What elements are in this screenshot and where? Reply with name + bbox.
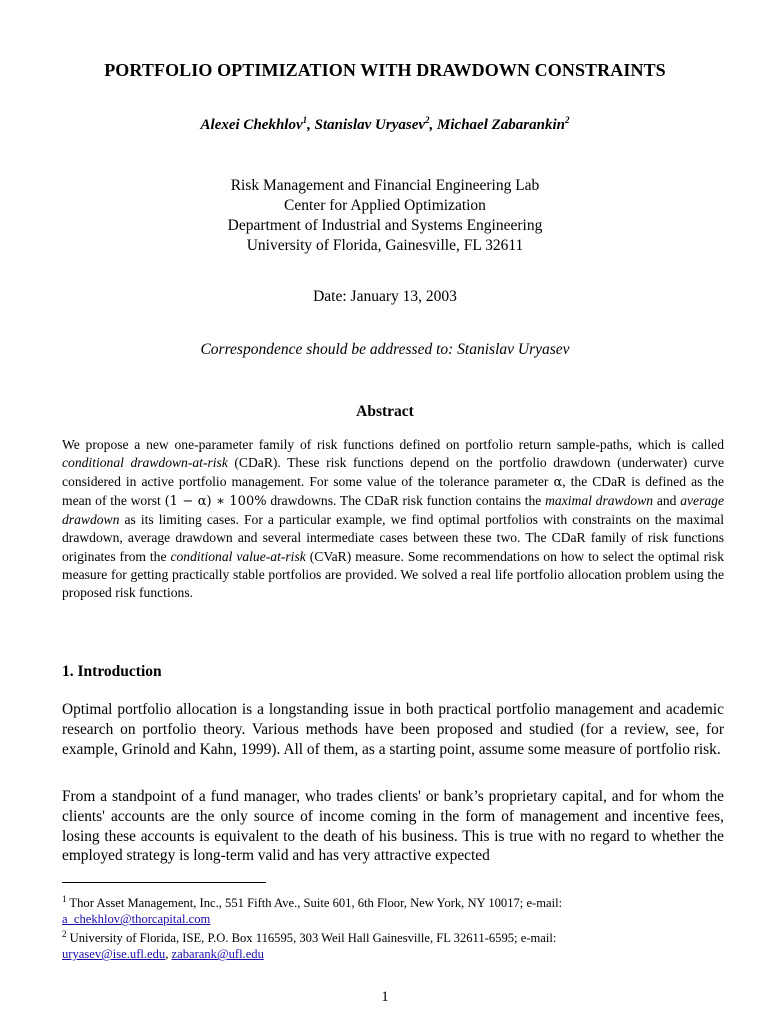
paper-title: PORTFOLIO OPTIMIZATION WITH DRAWDOWN CONSTRAINTS bbox=[104, 60, 666, 80]
alpha-symbol: α bbox=[553, 474, 563, 490]
author-affiliation-mark: 2 bbox=[425, 115, 430, 125]
body-paragraph: Optimal portfolio allocation is a longstanding issue in both practical portfolio management and academic research on portfolio theory. Various methods have been proposed and studied (for a review, see, for example, Grinold and Kahn, 1999). All of them, as a starting point, assume some measure of portfolio risk. bbox=[62, 701, 724, 758]
email-link[interactable]: zabarank@ufl.edu bbox=[171, 947, 264, 962]
formula: (1 − α) ∗ 100% bbox=[164, 493, 267, 509]
author-name: Stanislav Uryasev bbox=[314, 117, 426, 133]
footnote-text: University of Florida, ISE, P.O. Box 116595, 303 Weil Hall Gainesville, FL 32611-6595; e-mail: bbox=[66, 931, 557, 946]
abstract-body bbox=[62, 436, 724, 603]
author-list bbox=[0, 115, 770, 134]
abstract-text: , the CDaR is defined as the mean of the worst bbox=[62, 473, 724, 508]
abstract-term: conditional value-at-risk bbox=[170, 548, 306, 564]
abstract-text: drawdowns. The CDaR risk function contains the bbox=[266, 492, 546, 508]
footnote-divider bbox=[62, 882, 266, 883]
author-affiliation-mark: 1 bbox=[302, 115, 308, 125]
body-paragraph: From a standpoint of a fund manager, who trades clients' or bank’s proprietary capital, and for whom the clients' accounts are the only source of income coming in the form of management and incentive fees, losing these accounts is equivalent to the death of his business. This is true with no regard to whether the employed strategy is long-term valid and has very attractive expected bbox=[62, 788, 724, 865]
footnote-1 bbox=[62, 891, 724, 927]
affiliation-block bbox=[0, 176, 770, 256]
abstract-text: We propose a new one-parameter family of risk functions defined on portfolio return sample-paths, which is called bbox=[62, 437, 724, 452]
affiliation-line: Department of Industrial and Systems Engineering bbox=[227, 217, 543, 234]
author-name: Alexei Chekhlov bbox=[200, 117, 303, 133]
abstract-term: maximal drawdown bbox=[545, 492, 654, 508]
paper-date: Date: January 13, 2003 bbox=[313, 288, 457, 305]
affiliation-line: Center for Applied Optimization bbox=[284, 197, 486, 214]
correspondence-note: Correspondence should be addressed to: Stanislav Uryasev bbox=[200, 341, 570, 358]
author-affiliation-mark: 2 bbox=[564, 115, 570, 125]
abstract-term: average drawdown bbox=[62, 492, 724, 528]
email-link[interactable]: uryasev@ise.ufl.edu bbox=[62, 947, 166, 962]
abstract-text: as its limiting cases. For a particular example, we find optimal portfolios with constraints on the maximal drawdown, average drawdown and several intermediate cases between these two. The CDaR family of risk functions originates from the bbox=[62, 512, 724, 564]
email-link[interactable]: a_chekhlov@thorcapital.com bbox=[62, 912, 211, 927]
abstract-term: conditional drawdown-at-risk bbox=[62, 455, 228, 471]
affiliation-line: University of Florida, Gainesville, FL 32611 bbox=[246, 237, 524, 254]
footnote-mark: 2 bbox=[62, 929, 67, 939]
abstract-heading: Abstract bbox=[356, 403, 414, 420]
abstract-text: and bbox=[653, 492, 681, 508]
footnote-2 bbox=[62, 926, 724, 962]
affiliation-line: Risk Management and Financial Engineering Lab bbox=[230, 177, 540, 194]
footnote-mark: 1 bbox=[62, 894, 67, 904]
email-separator: , bbox=[165, 947, 172, 962]
footnote-text: Thor Asset Management, Inc., 551 Fifth Ave., Suite 601, 6th Floor, New York, NY 10017; e-mail: bbox=[66, 896, 563, 911]
abstract-text: (CDaR). These risk functions depend on the portfolio drawdown (underwater) curve considered in active portfolio management. For some value of the tolerance parameter bbox=[62, 455, 724, 489]
abstract-text: (CVaR) measure. Some recommendations on how to select the optimal risk measure for getting practically stable portfolios are provided. We solved a real life portfolio allocation problem using the proposed risk functions. bbox=[62, 548, 724, 601]
author-separator: , bbox=[429, 117, 438, 133]
author-name: Michael Zabarankin bbox=[437, 117, 565, 133]
page-number: 1 bbox=[381, 989, 389, 1005]
author-separator: , bbox=[307, 117, 315, 133]
section-heading: 1. Introduction bbox=[62, 663, 162, 680]
